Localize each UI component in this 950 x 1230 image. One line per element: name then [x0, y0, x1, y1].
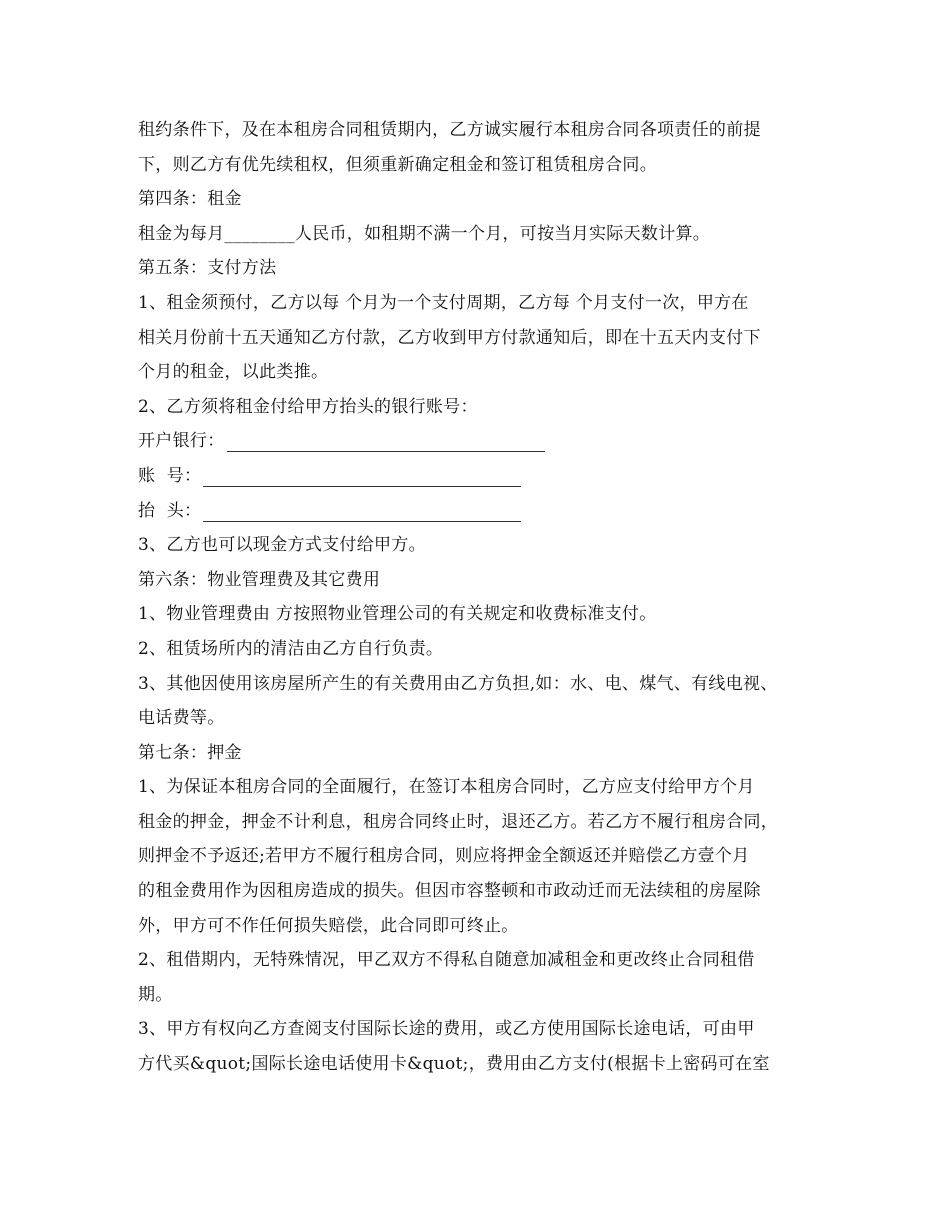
paragraph-line: 2、租借期内，无特殊情况，甲乙双方不得私自随意加减租金和更改终止合同租借 — [138, 950, 755, 971]
paragraph-line: 租约条件下，及在本租房合同租赁期内，乙方诚实履行本租房合同各项责任的前提 — [138, 120, 761, 140]
account-holder-field — [138, 494, 838, 529]
paragraph-line: 则押金不予返还;若甲方不履行租房合同，则应将押金全额返还并赔偿乙方壹个月 — [138, 846, 750, 867]
field-label: 开户银行： — [138, 431, 225, 452]
paragraph-line: 的租金费用作为因租房造成的损失。但因市容整顿和市政动迁而无法续租的房屋除 — [138, 881, 761, 902]
paragraph-line: 2、租赁场所内的清洁由乙方自行负责。 — [138, 638, 444, 659]
paragraph-line: 1、物业管理费由 方按照物业管理公司的有关规定和收费标准支付。 — [138, 604, 657, 625]
article-heading: 第七条：押金 — [138, 742, 242, 763]
paragraph-line: 3、其他因使用该房屋所产生的有关费用由乙方负担,如：水、电、煤气、有线电视、 — [138, 673, 778, 694]
article-heading: 第六条：物业管理费及其它费用 — [138, 569, 381, 590]
blank-line — [227, 450, 545, 452]
paragraph-line: 1、租金须预付，乙方以每 个月为一个支付周期，乙方每 个月支付一次，甲方在 — [138, 292, 749, 313]
paragraph-line: 2、乙方须将租金付给甲方抬头的银行账号： — [138, 396, 478, 417]
blank-line — [203, 520, 521, 522]
paragraph-line: 1、为保证本租房合同的全面履行，在签订本租房合同时，乙方应支付给甲方个月 — [138, 777, 755, 798]
paragraph-line: 个月的租金，以此类推。 — [138, 362, 329, 383]
paragraph-line: 3、甲方有权向乙方查阅支付国际长途的费用，或乙方使用国际长途电话，可由甲 — [138, 1019, 755, 1040]
paragraph-line: 方代买&quot;国际长途电话使用卡&quot;，费用由乙方支付(根据卡上密码可在室 — [138, 1054, 770, 1075]
paragraph-line: 期。 — [138, 984, 173, 1005]
field-label: 账 号： — [138, 465, 202, 486]
paragraph-line: 租金的押金，押金不计利息，租房合同终止时，退还乙方。若乙方不履行租房合同， — [138, 811, 779, 832]
paragraph-line: 3、乙方也可以现金方式支付给甲方。 — [138, 535, 426, 556]
article-heading: 第五条：支付方法 — [138, 258, 277, 279]
field-label: 抬 头： — [138, 500, 202, 521]
account-number-field — [138, 459, 838, 494]
contract-body — [138, 113, 838, 1082]
paragraph-line: 下，则乙方有优先续租权，但须重新确定租金和签订租赁租房合同。 — [138, 154, 657, 175]
blank-line — [203, 485, 521, 487]
paragraph-line: 电话费等。 — [138, 708, 225, 729]
paragraph-line: 相关月份前十五天通知乙方付款，乙方收到甲方付款通知后，即在十五天内支付下 — [138, 327, 761, 348]
paragraph-line: 外，甲方可不作任何损失赔偿，此合同即可终止。 — [138, 915, 519, 936]
article-heading: 第四条：租金 — [138, 189, 242, 210]
paragraph-line: 租金为每月________人民币，如租期不满一个月，可按当月实际天数计算。 — [138, 223, 711, 244]
bank-name-field — [138, 424, 838, 459]
